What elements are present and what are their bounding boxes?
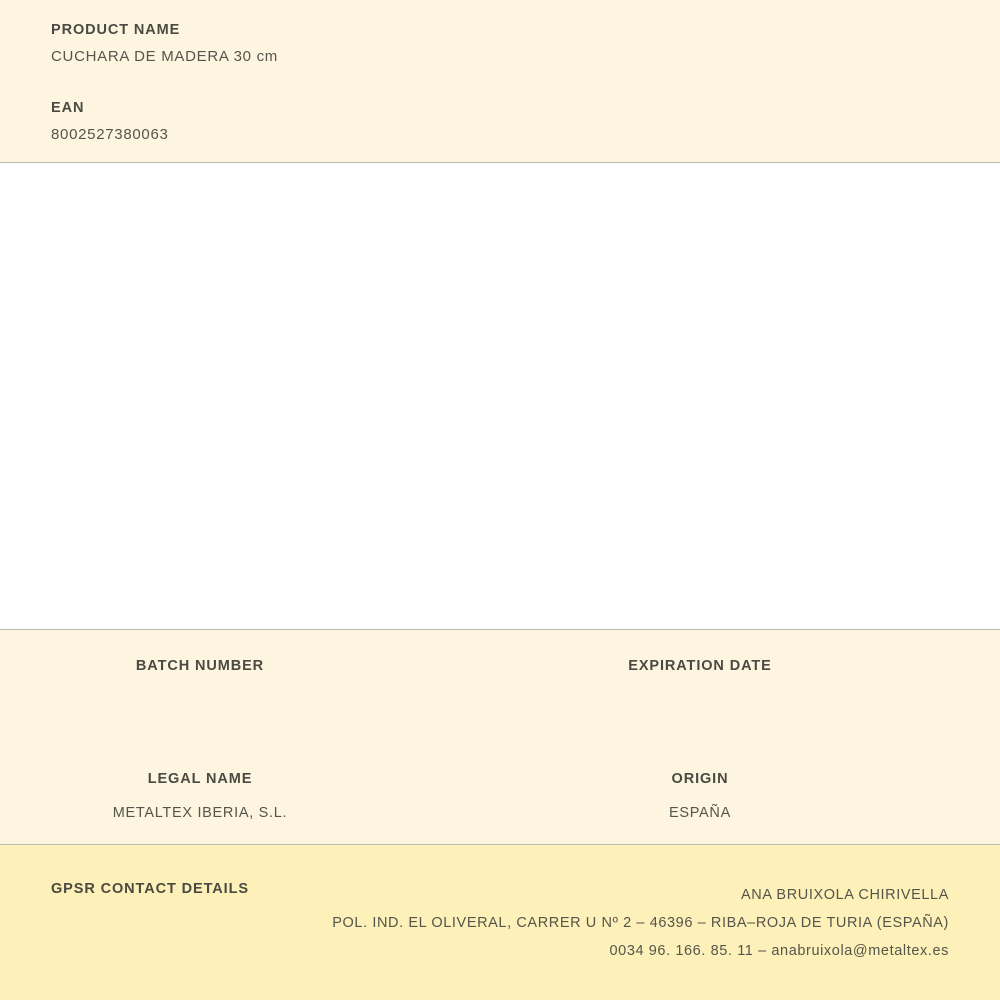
origin-label: ORIGIN bbox=[671, 771, 729, 787]
origin-value: ESPAÑA bbox=[669, 805, 731, 821]
gpsr-contact-label: GPSR CONTACT DETAILS bbox=[51, 881, 249, 897]
product-name-value: CUCHARA DE MADERA 30 cm bbox=[51, 48, 278, 65]
ean-field bbox=[0, 100, 1000, 143]
product-image-area bbox=[0, 163, 1000, 630]
origin-cell bbox=[500, 771, 1000, 822]
batch-expiration-row bbox=[0, 658, 1000, 709]
expiration-date-label: EXPIRATION DATE bbox=[628, 658, 772, 674]
gpsr-contact-address: POL. IND. EL OLIVERAL, CARRER U Nº 2 – 46396 – RIBA–ROJA DE TURIA (ESPAÑA) bbox=[332, 915, 949, 931]
legal-name-label: LEGAL NAME bbox=[147, 771, 253, 787]
batch-number-label: BATCH NUMBER bbox=[135, 658, 265, 674]
expiration-date-value bbox=[500, 692, 900, 709]
product-header-block bbox=[0, 0, 1000, 163]
batch-number-cell bbox=[0, 658, 500, 709]
gpsr-contact-details bbox=[332, 881, 949, 965]
gpsr-contact-name: ANA BRUIXOLA CHIRIVELLA bbox=[740, 887, 949, 903]
legal-name-cell bbox=[0, 771, 500, 822]
product-info-block bbox=[0, 630, 1000, 845]
legal-origin-row bbox=[0, 771, 1000, 822]
gpsr-contact-phone-email: 0034 96. 166. 85. 11 – anabruixola@metaltex.es bbox=[609, 943, 949, 959]
product-name-field bbox=[0, 22, 1000, 65]
ean-value: 8002527380063 bbox=[51, 126, 169, 143]
gpsr-contact-block bbox=[0, 845, 1000, 1000]
ean-label: EAN bbox=[51, 100, 85, 116]
expiration-date-cell bbox=[500, 658, 1000, 709]
legal-name-value: METALTEX IBERIA, S.L. bbox=[112, 805, 288, 821]
product-name-label: PRODUCT NAME bbox=[51, 22, 181, 38]
batch-number-value bbox=[0, 692, 400, 709]
